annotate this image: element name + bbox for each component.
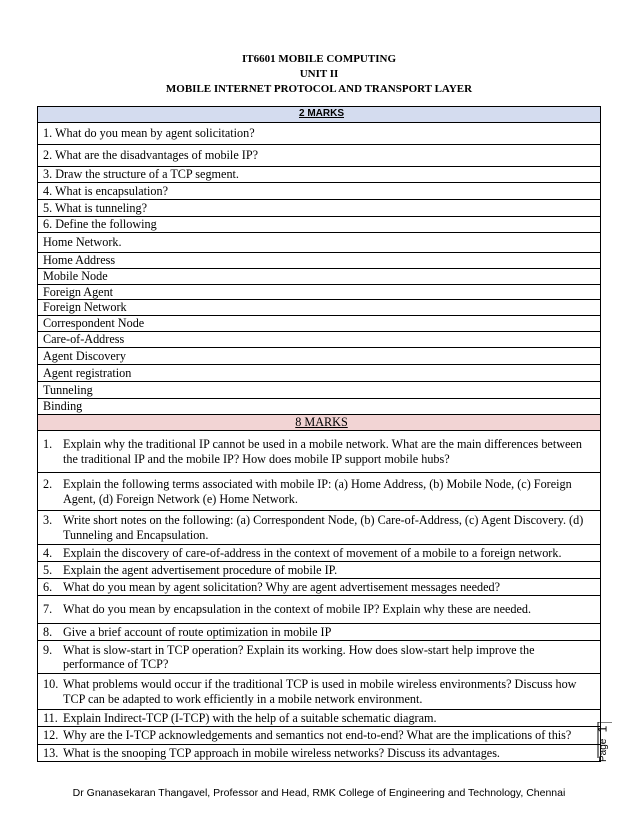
question-number: 9.: [43, 642, 53, 657]
question-text: Explain why the traditional IP cannot be used in a mobile network. What are the main differences between the traditional IP and the mobile IP? How does mobile IP support mobile hubs?: [63, 437, 582, 466]
define-term: Tunneling: [38, 382, 601, 399]
two-mark-question: 6. Define the following: [38, 217, 601, 233]
eight-mark-question: [38, 674, 601, 710]
eight-mark-question: [38, 562, 601, 579]
eight-mark-question: [38, 745, 601, 762]
eight-marks-heading: 8 MARKS: [38, 415, 601, 431]
define-term: Mobile Node: [38, 269, 601, 285]
unit-title: UNIT II: [299, 68, 339, 80]
footer-credit: Dr Gnanasekaran Thangavel, Professor and Head, RMK College of Engineering and Technology, Chennai: [72, 787, 566, 799]
question-number: 13.: [43, 745, 59, 760]
question-text: What is slow-start in TCP operation? Explain its working. How does slow-start help improve the performance of TCP?: [63, 642, 535, 671]
eight-mark-question: [38, 473, 601, 511]
eight-mark-question: [38, 727, 601, 745]
page-label: Page: [598, 738, 609, 762]
question-text: Explain the following terms associated with mobile IP: (a) Home Address, (b) Mobile Node, (c) Foreign Agent, (d) Foreign Network (e) Home Network.: [63, 477, 572, 506]
eight-mark-question: [38, 641, 601, 674]
question-number: 4.: [43, 545, 53, 560]
two-mark-question: 4. What is encapsulation?: [38, 183, 601, 200]
question-text: What do you mean by encapsulation in the context of mobile IP? Explain why these are needed.: [63, 602, 532, 617]
define-term: Foreign Network: [38, 300, 601, 316]
course-title: IT6601 MOBILE COMPUTING: [241, 53, 396, 65]
two-mark-question: 5. What is tunneling?: [38, 200, 601, 217]
eight-mark-question: [38, 511, 601, 545]
question-number: 6.: [43, 579, 53, 594]
question-table: [37, 106, 601, 762]
define-term: Agent registration: [38, 365, 601, 382]
question-text: Why are the I-TCP acknowledgements and semantics not end-to-end? What are the implications of this?: [63, 728, 572, 743]
define-term: Correspondent Node: [38, 316, 601, 332]
eight-mark-question: [38, 596, 601, 624]
eight-mark-question: [38, 545, 601, 562]
question-text: Write short notes on the following: (a) Correspondent Node, (b) Care-of-Address, (c) Agent Discovery. (d) Tunneling and Encapsulation.: [63, 513, 584, 542]
topic-title: MOBILE INTERNET PROTOCOL AND TRANSPORT LAYER: [165, 83, 473, 95]
eight-mark-question: [38, 579, 601, 596]
page-number: 1: [595, 725, 610, 733]
question-number: 1.: [43, 437, 53, 451]
question-number: 8.: [43, 624, 53, 639]
two-mark-question: 3. Draw the structure of a TCP segment.: [38, 167, 601, 183]
question-text: Explain Indirect-TCP (I-TCP) with the help of a suitable schematic diagram.: [63, 710, 437, 725]
two-marks-heading: 2 MARKS: [38, 107, 601, 123]
question-text: Explain the agent advertisement procedure of mobile IP.: [63, 562, 338, 577]
eight-mark-question: [38, 710, 601, 727]
question-number: 11.: [43, 710, 58, 725]
question-text: What do you mean by agent solicitation? Why are agent advertisement messages needed?: [63, 579, 501, 594]
define-term: Home Address: [38, 253, 601, 269]
question-text: What problems would occur if the traditional TCP is used in mobile wireless environments? Discuss how TCP can be adapted to work efficiently in a mobile network environment.: [63, 677, 577, 706]
question-number: 10.: [43, 677, 59, 691]
question-number: 7.: [43, 602, 53, 617]
question-text: What is the snooping TCP approach in mobile wireless networks? Discuss its advantages.: [63, 745, 500, 760]
two-mark-question: 1. What do you mean by agent solicitation?: [38, 123, 601, 145]
define-term: Agent Discovery: [38, 348, 601, 365]
question-number: 12.: [43, 728, 59, 743]
question-number: 3.: [43, 513, 53, 527]
question-number: 2.: [43, 477, 53, 491]
define-term: Foreign Agent: [38, 284, 601, 300]
question-text: Give a brief account of route optimization in mobile IP: [63, 624, 332, 639]
define-term: Home Network.: [38, 233, 601, 253]
define-term: Binding: [38, 399, 601, 415]
eight-mark-question: [38, 624, 601, 641]
eight-mark-question: [38, 431, 601, 473]
question-number: 5.: [43, 562, 53, 577]
define-term: Care-of-Address: [38, 332, 601, 348]
two-mark-question: 2. What are the disadvantages of mobile IP?: [38, 145, 601, 167]
question-text: Explain the discovery of care-of-address in the context of movement of a mobile to a foreign network.: [63, 545, 562, 560]
